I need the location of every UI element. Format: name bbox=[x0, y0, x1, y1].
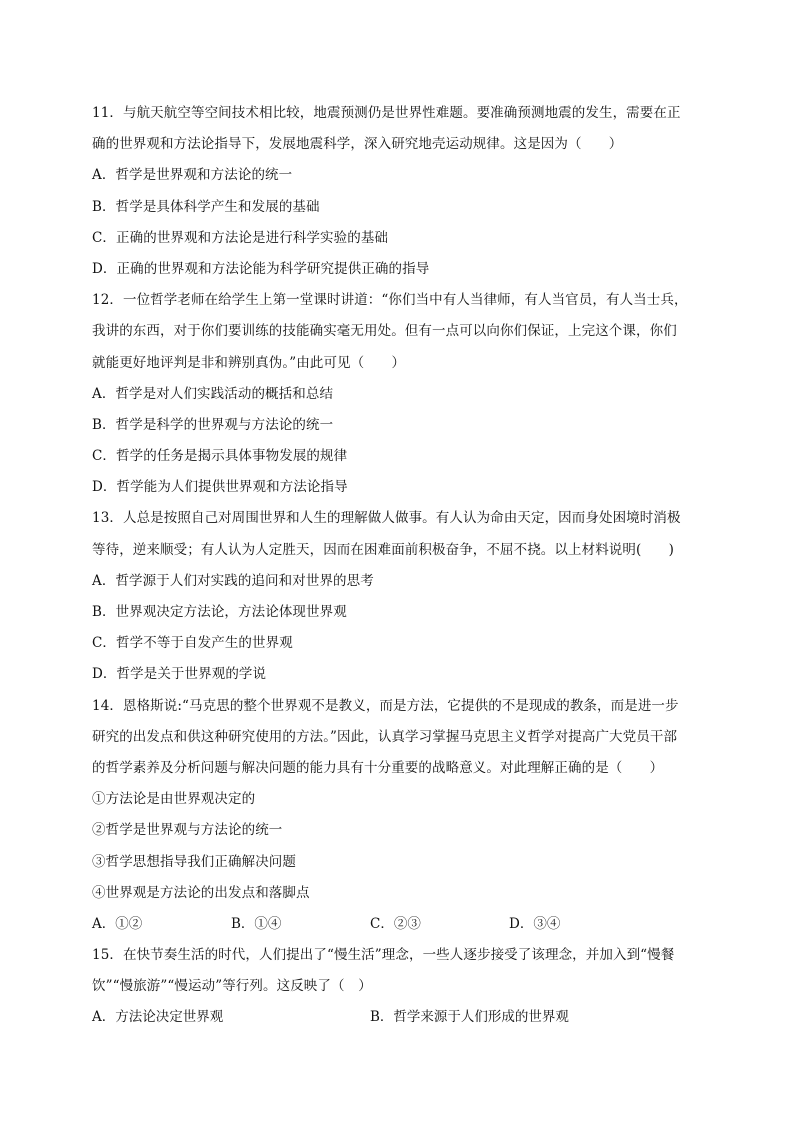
question-stem-line: 确的世界观和方法论指导下，发展地震科学，深入研究地壳运动规律。这是因为（ ） bbox=[92, 136, 623, 153]
question-stem-line: 就能更好地评判是非和辨别真伪。”由此可见（ ） bbox=[92, 354, 406, 371]
question-11 bbox=[92, 98, 712, 285]
question-14 bbox=[92, 691, 712, 941]
option-a: A．哲学是世界观和方法论的统一 bbox=[92, 167, 293, 184]
option-c: C．哲学不等于自发产生的世界观 bbox=[92, 635, 293, 652]
option-a: A．哲学是对人们实践活动的概括和总结 bbox=[92, 385, 334, 402]
option-a: A．哲学源于人们对实践的追问和对世界的思考 bbox=[92, 572, 374, 589]
option-c: C．哲学的任务是揭示具体事物发展的规律 bbox=[92, 448, 348, 465]
statement-1: ①方法论是由世界观决定的 bbox=[92, 791, 256, 808]
option-a: A．①② bbox=[92, 915, 143, 932]
option-b: B．①④ bbox=[231, 915, 282, 932]
question-stem-line: 我讲的东西，对于你们要训练的技能确实毫无用处。但有一点可以向你们保证，上完这个课，你们 bbox=[92, 323, 677, 340]
question-stem-line: 12．一位哲学老师在给学生上第一堂课时讲道：“你们当中有人当律师，有人当官员，有人当士兵， bbox=[92, 292, 688, 309]
statement-2: ②哲学是世界观与方法论的统一 bbox=[92, 822, 283, 839]
option-b: B．哲学是具体科学产生和发展的基础 bbox=[92, 198, 320, 215]
question-stem-line: 11．与航天航空等空间技术相比较，地震预测仍是世界性难题。要准确预测地震的发生，需要在正 bbox=[92, 105, 681, 121]
option-d: D．③④ bbox=[509, 915, 561, 932]
option-d: D．正确的世界观和方法论能为科学研究提供正确的指导 bbox=[92, 260, 430, 277]
options-row bbox=[92, 1002, 712, 1033]
option-b: B．哲学来源于人们形成的世界观 bbox=[370, 1009, 569, 1026]
options-row bbox=[92, 909, 712, 940]
question-stem-line: 的哲学素养及分析问题与解决问题的能力具有十分重要的战略意义。对此理解正确的是（ ） bbox=[92, 759, 664, 776]
question-stem-line: 等待，逆来顺受；有人认为人定胜天，因而在困难面前积极奋争，不屈不挠。以上材料说明( ) bbox=[92, 541, 674, 558]
question-12 bbox=[92, 285, 712, 503]
option-c: C．正确的世界观和方法论是进行科学实验的基础 bbox=[92, 229, 389, 246]
option-b: B．哲学是科学的世界观与方法论的统一 bbox=[92, 416, 334, 433]
option-b: B．世界观决定方法论，方法论体现世界观 bbox=[92, 604, 347, 620]
question-13 bbox=[92, 503, 712, 690]
option-a: A．方法论决定世界观 bbox=[92, 1009, 224, 1026]
question-stem-line: 饮”“慢旅游”“慢运动”等行列。这反映了（ ） bbox=[92, 978, 372, 995]
question-stem-line: 13．人总是按照自己对周围世界和人生的理解做人做事。有人认为命由天定，因而身处困境时消极 bbox=[92, 510, 681, 527]
document-page bbox=[92, 98, 712, 1034]
option-d: D．哲学能为人们提供世界观和方法论指导 bbox=[92, 479, 348, 496]
statement-4: ④世界观是方法论的出发点和落脚点 bbox=[92, 884, 310, 901]
option-d: D．哲学是关于世界观的学说 bbox=[92, 666, 267, 683]
question-stem-line: 14．恩格斯说:“马克思的整个世界观不是教义，而是方法，它提供的不是现成的教条，而是进一步 bbox=[92, 697, 679, 714]
option-c: C．②③ bbox=[370, 915, 421, 932]
question-stem-line: 15．在快节奏生活的时代，人们提出了“慢生活”理念，一些人逐步接受了该理念，并加入到“慢餐 bbox=[92, 947, 675, 964]
question-stem-line: 研究的出发点和供这种研究使用的方法。”因此，认真学习掌握马克思主义哲学对提高广大党员干部 bbox=[92, 728, 678, 745]
question-15 bbox=[92, 940, 712, 1034]
statement-3: ③哲学思想指导我们正确解决问题 bbox=[92, 853, 296, 870]
